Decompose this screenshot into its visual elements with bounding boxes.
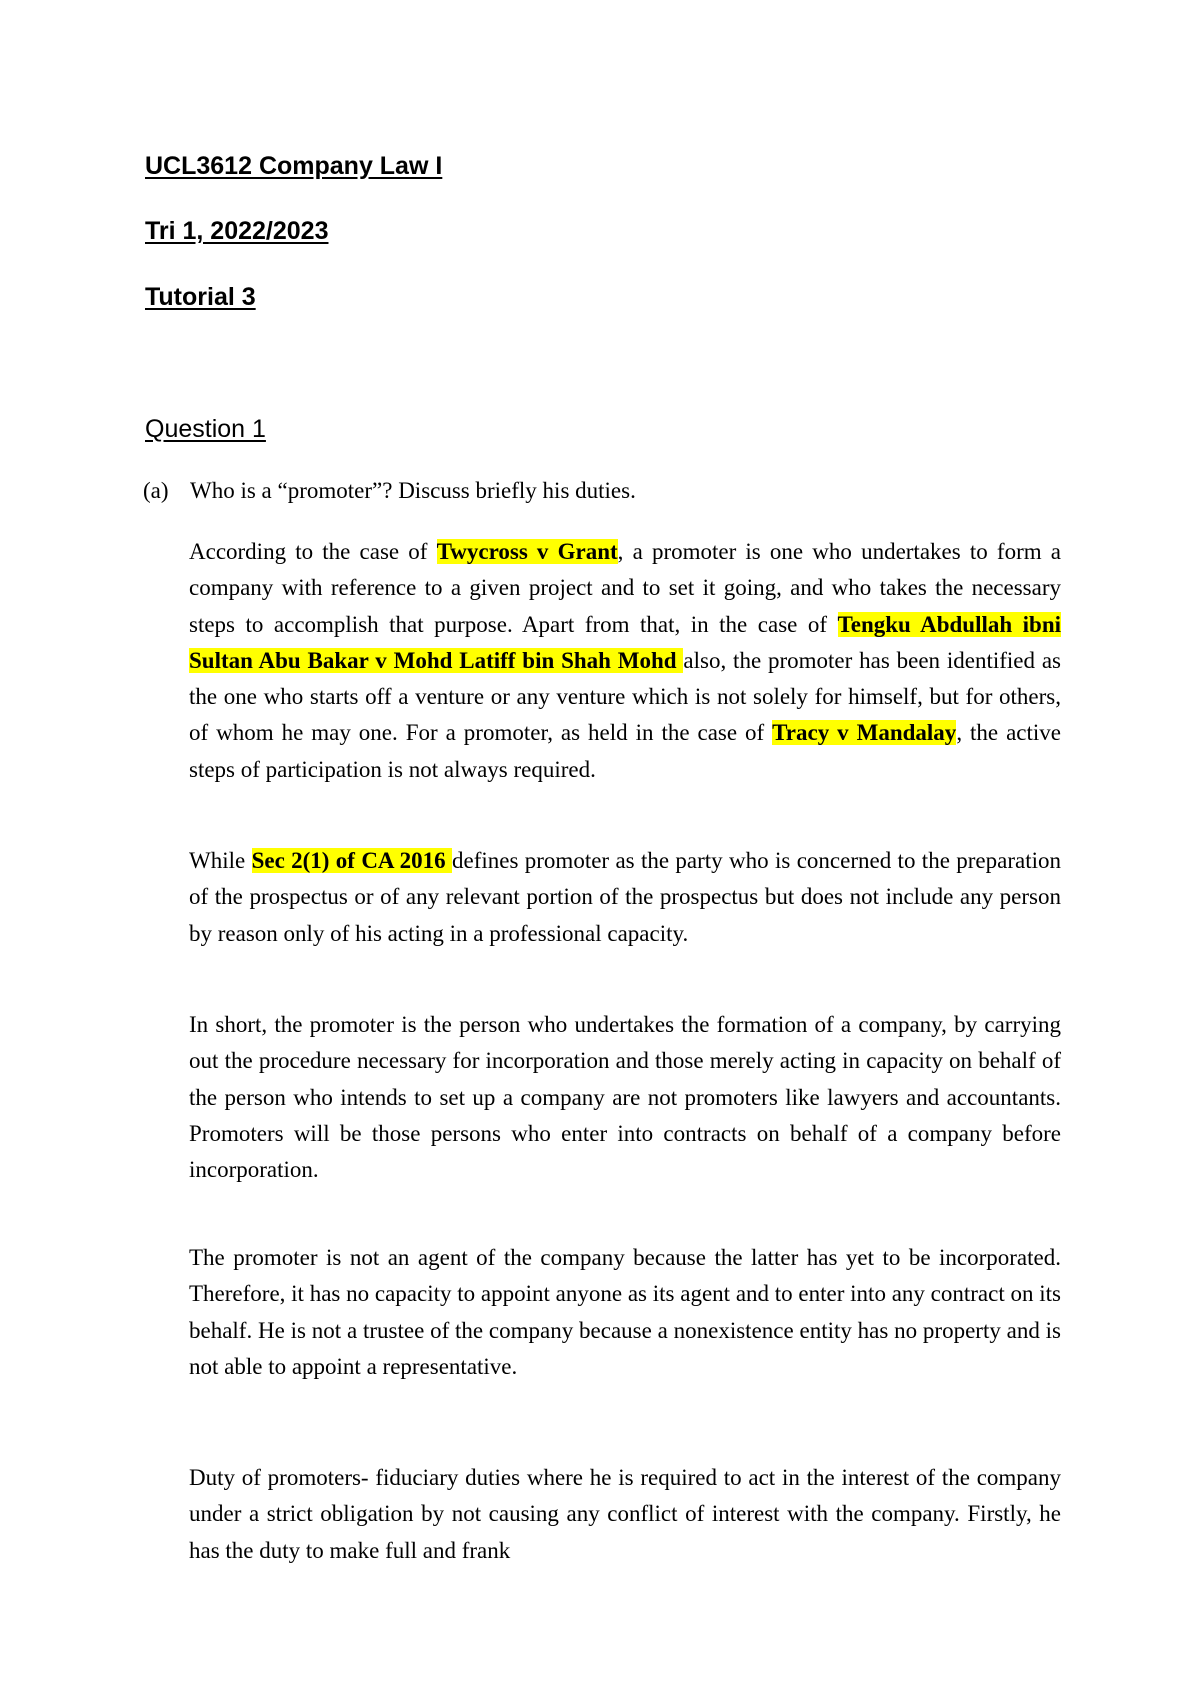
question-heading: Question 1 (145, 415, 266, 443)
tutorial-heading: Tutorial 3 (145, 283, 256, 311)
answer-paragraph-agent-trustee: The promoter is not an agent of the company because the latter has yet to be incorporated. Therefore, it has no capacity to appoint anyone as its agent and to enter into any contract on its behalf. He is not a trustee of the company because a nonexistence entity has no property and is not able to appoint a representative. (189, 1245, 1061, 1379)
question-part-label: (a) (143, 478, 169, 503)
answer-paragraph-definition (189, 534, 1061, 788)
answer-paragraph-duties: Duty of promoters- fiduciary duties where he is required to act in the interest of the company under a strict obligation by not causing any conflict of interest with the company. Firstly, he has the duty to make full and frank (189, 1465, 1061, 1563)
paragraph-text: While (189, 848, 252, 873)
answer-paragraph-summary: In short, the promoter is the person who undertakes the formation of a company, by carrying out the procedure necessary for incorporation and those merely acting in capacity on behalf of the person who intends to set up a company are not promoters like lawyers and accountants. Promoters will be those persons who enter into contracts on behalf of a company before incorporation. (189, 1012, 1061, 1183)
term-heading: Tri 1, 2022/2023 (145, 217, 329, 245)
statute-highlight: Sec 2(1) of CA 2016 (251, 848, 452, 873)
paragraph-text: According to the case of (189, 539, 437, 564)
paragraph-text: also, the promoter has been identified as the one who starts off a venture or any venture which is not solely for himself, but for others, of whom he may one. For a promoter, as held in the case of (189, 647, 1061, 746)
paragraph-text: , the active steps of participation is not always required. (189, 720, 1061, 782)
paragraph-text: , a promoter is one who undertakes to form a company with reference to a given project and to set it going, and who takes the necessary steps to accomplish that purpose. Apart from that, in the case of (189, 539, 1061, 637)
case-highlight-twycross: Twycross v Grant (436, 539, 618, 564)
paragraph-text: defines promoter as the party who is concerned to the preparation of the prospectus or of any relevant portion of the prospectus but does not include any person by reason only of his acting in a professional capacity. (189, 848, 1061, 946)
answer-paragraph-statute (189, 843, 1061, 952)
case-highlight-tengku-abdullah: Tengku Abdullah ibni Sultan Abu Bakar v Mohd Latiff bin Shah Mohd (189, 611, 1062, 673)
case-highlight-tracy: Tracy v Mandalay (772, 720, 957, 746)
question-part-text: Who is a “promoter”? Discuss briefly his duties. (190, 478, 636, 503)
course-title: UCL3612 Company Law I (145, 152, 443, 180)
